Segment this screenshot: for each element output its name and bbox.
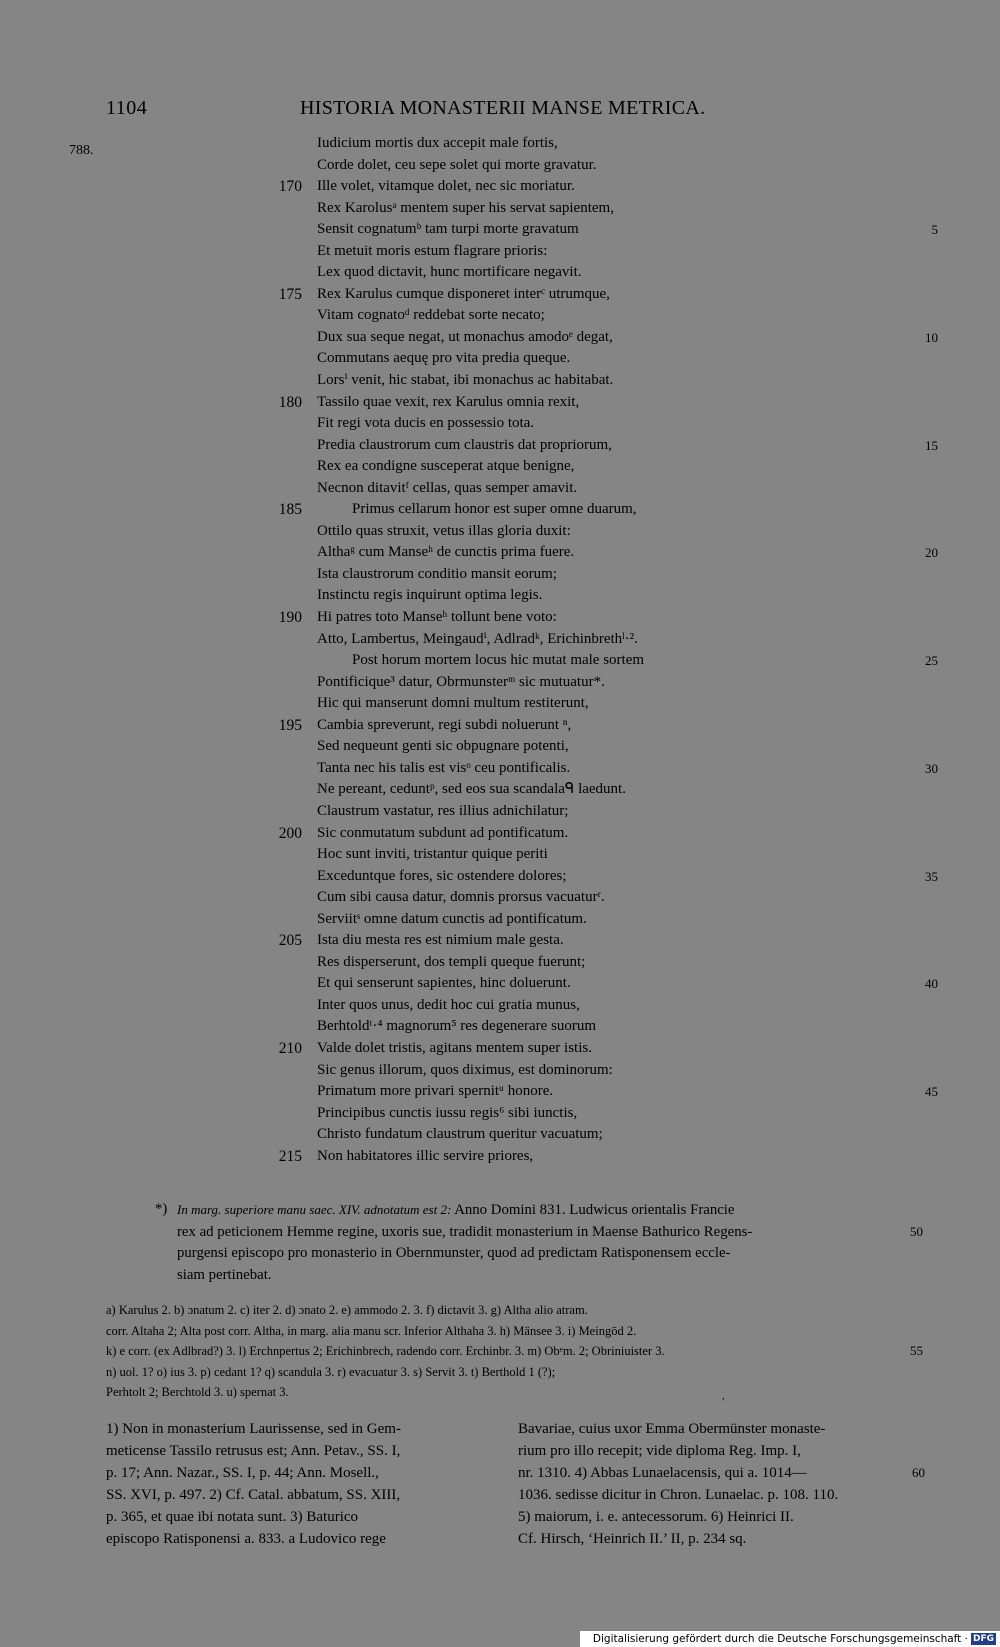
- verse-line: [0, 1146, 1000, 1168]
- digitization-credit: [580, 1631, 1000, 1647]
- margin-line-number: 50: [910, 1223, 923, 1239]
- footnote-line: rium pro illo recepit; vide diploma Reg. Imp. I,: [518, 1443, 801, 1459]
- verse-line: [0, 521, 1000, 543]
- verse-line: [0, 1060, 1000, 1082]
- footnote-line: p. 365, et quae ibi notata sunt. 3) Baturico: [106, 1509, 359, 1525]
- footnote-line: Cf. Hirsch, ‘Heinrich II.’ II, p. 234 sq.: [518, 1531, 747, 1547]
- verse-line: [0, 1081, 1000, 1103]
- verse-line: [0, 133, 1000, 155]
- verse-line: [0, 585, 1000, 607]
- verse-text: Primatum more privari spernitᵘ honore.: [317, 1083, 554, 1100]
- margin-line-number: 30: [925, 760, 938, 776]
- star-note-line: rex ad peticionem Hemme regine, uxoris sue, tradidit monasterium in Maense Bathurico Regens-: [177, 1223, 753, 1240]
- verse-line: [0, 1124, 1000, 1146]
- apparatus-line: [106, 1362, 918, 1383]
- verse-number: 210: [278, 1039, 302, 1057]
- footnote-line: 1) Non in monasterium Laurissense, sed in Gem-: [106, 1421, 401, 1437]
- verse-line: [0, 715, 1000, 737]
- verse-text: Hic qui manserunt domni multum restiterunt,: [317, 695, 589, 712]
- verse-text: Vitam cognatoᵈ reddebat sorte necato;: [317, 307, 545, 324]
- star-note-marker: *): [155, 1201, 168, 1217]
- verse-text: Sed nequeunt genti sic obpugnare potenti,: [317, 738, 569, 755]
- verse-line: [0, 1103, 1000, 1125]
- verse-line: [0, 973, 1000, 995]
- verse-text: Sic conmutatum subdunt ad pontificatum.: [317, 824, 569, 841]
- verse-text: Res disperserunt, dos templi queque fuerunt;: [317, 953, 586, 970]
- year-marker: 788.: [69, 143, 94, 158]
- verse-number: 175: [278, 285, 302, 303]
- verse-line: [0, 887, 1000, 909]
- margin-line-number: 5: [931, 222, 938, 238]
- verse-line: [0, 1038, 1000, 1060]
- verse-text: Christo fundatum claustrum queritur vacuatum;: [317, 1126, 603, 1143]
- verse-line: [0, 198, 1000, 220]
- apparatus-line: [106, 1300, 918, 1321]
- verse-text: Iudicium mortis dux accepit male fortis,: [317, 135, 558, 151]
- verse-line: [0, 348, 1000, 370]
- apparatus-text: k) e corr. (ex Adlbrad?) 3. l) Erchnpertus 2; Erichinbrech, radendo corr. Erchinbr. 3. m) Obᵉm. 2; Obriniuister 3.: [106, 1344, 665, 1358]
- verse-line: [0, 155, 1000, 177]
- verse-line: [0, 629, 1000, 651]
- verse-text: Pontificique³ datur, Obrmunsterᵐ sic mutuatur*.: [317, 673, 605, 690]
- margin-line-number: 60: [912, 1465, 925, 1480]
- apparatus-line: [106, 1321, 918, 1342]
- verse-number: 190: [278, 609, 302, 627]
- verse-line: [0, 219, 1000, 241]
- margin-line-number: 10: [925, 329, 938, 345]
- verse-text: Fit regi vota ducis en possessio tota.: [317, 415, 535, 432]
- verse-text: Et metuit moris estum flagrare prioris:: [317, 242, 548, 259]
- dfg-logo: DFG: [972, 1634, 994, 1644]
- verse-text: Corde dolet, ceu sepe solet qui morte gravatur.: [317, 156, 597, 173]
- margin-line-number: 35: [925, 868, 938, 884]
- credit-text: Digitalisierung gefördert durch die Deutsche Forschungsgemeinschaft ·: [592, 1633, 968, 1645]
- apparatus-text: n) uol. 1? o) ius 3. p) cedant 1? q) scandula 3. r) evacuatur 3. s) Servit 3. t) Berthold 1 (?);: [106, 1364, 556, 1379]
- margin-line-number: 20: [925, 545, 938, 561]
- running-title: HISTORIA MONASTERII MANSE METRICA.: [300, 97, 706, 119]
- verse-line: [0, 435, 1000, 457]
- verse-line: [0, 930, 1000, 952]
- verse-text: Predia claustrorum cum claustris dat propriorum,: [317, 436, 612, 453]
- verse-line: [0, 262, 1000, 284]
- verse-text: Commutans aequę pro vita predia queque.: [317, 350, 571, 367]
- verse-text: Tassilo quae vexit, rex Karulus omnia rexit,: [317, 393, 580, 410]
- apparatus-line: [106, 1382, 918, 1403]
- apparatus-text: Perhtolt 2; Berchtold 3. u) spernat 3.: [106, 1385, 289, 1399]
- verse-line: [0, 564, 1000, 586]
- footnote-line: Bavariae, cuius uxor Emma Obermünster monaste-: [518, 1421, 826, 1437]
- verse-text: Lorsⁱ venit, hic stabat, ibi monachus ac habitabat.: [317, 372, 614, 389]
- footnote-line: meticense Tassilo retrusus est; Ann. Petav., SS. I,: [106, 1443, 401, 1459]
- verse-line: [0, 1016, 1000, 1038]
- verse-line: [0, 392, 1000, 414]
- verse-number: 185: [278, 501, 302, 519]
- footnotes-left-column: [106, 1418, 504, 1550]
- divider-mark: ,: [722, 1391, 725, 1402]
- verse-line: [0, 542, 1000, 564]
- verse-line: [0, 672, 1000, 694]
- verse-line: [0, 693, 1000, 715]
- margin-line-number: 45: [925, 1084, 938, 1100]
- footnote-line: p. 17; Ann. Nazar., SS. I, p. 44; Ann. Mosell.,: [106, 1465, 379, 1481]
- verse-text: Necnon ditavitᶠ cellas, quas semper amavit.: [317, 479, 578, 496]
- verse-text: Dux sua seque negat, ut monachus amodoᵉ degat,: [317, 328, 613, 345]
- verse-text: Et qui senserunt sapientes, hinc doluerunt.: [317, 975, 571, 992]
- verse-line: [0, 866, 1000, 888]
- verse-line: [0, 758, 1000, 780]
- verse-text: Atto, Lambertus, Meingaudⁱ, Adlradᵏ, Erichinbrethˡ·².: [317, 630, 638, 647]
- verse-text: Rex ea condigne susceperat atque benigne,: [317, 458, 575, 475]
- verse-number: 170: [278, 178, 302, 196]
- verse-number: 195: [278, 716, 302, 734]
- star-note-body: [177, 1199, 915, 1286]
- verse-text: Non habitatores illic servire priores,: [317, 1147, 534, 1164]
- star-note-line: Anno Domini 831. Ludwicus orientalis Francie: [454, 1202, 735, 1218]
- verse-text: Ille volet, vitamque dolet, nec sic moriatur.: [317, 178, 575, 195]
- verse-text: Post horum mortem locus hic mutat male sortem: [352, 652, 645, 669]
- verse-text: Ista diu mesta res est nimium male gesta.: [317, 932, 564, 949]
- verse-line: [0, 176, 1000, 198]
- verse-line: [0, 995, 1000, 1017]
- verse-text: Cum sibi causa datur, domnis prorsus vacuaturʳ.: [317, 889, 605, 906]
- margin-line-number: 55: [910, 1343, 923, 1358]
- verse-line: [0, 607, 1000, 629]
- verse-text: Lex quod dictavit, hunc mortificare negavit.: [317, 264, 582, 281]
- verse-text: Cambia spreverunt, regi subdi noluerunt ⁿ,: [317, 716, 572, 733]
- verse-line: [0, 284, 1000, 306]
- verse-text: Valde dolet tristis, agitans mentem super istis.: [317, 1039, 592, 1056]
- verse-line: [0, 779, 1000, 801]
- margin-line-number: 25: [925, 653, 938, 669]
- verse-number: 205: [278, 932, 302, 950]
- footnote-line: SS. XVI, p. 497. 2) Cf. Catal. abbatum, SS. XIII,: [106, 1487, 401, 1503]
- verse-text: Althaᵍ cum Manseʰ de cunctis prima fuere.: [317, 544, 575, 561]
- verse-text: Primus cellarum honor est super omne duarum,: [352, 501, 637, 518]
- verse-line: [0, 305, 1000, 327]
- apparatus-text: a) Karulus 2. b) ɔnatum 2. c) iter 2. d) ɔnato 2. e) ammodo 2. 3. f) dictavit 3. g) Altha alio atram.: [106, 1303, 588, 1317]
- verse-text: Sensit cognatumᵇ tam turpi morte gravatum: [317, 221, 579, 238]
- verse-text: Serviitˢ omne datum cunctis ad pontificatum.: [317, 910, 587, 927]
- verse-line: [0, 736, 1000, 758]
- margin-line-number: 15: [925, 437, 938, 453]
- verse-text: Rex Karolusᵃ mentem super his servat sapientem,: [317, 199, 614, 216]
- verse-line: [0, 952, 1000, 974]
- footnote-line: episcopo Ratisponensi a. 833. a Ludovico rege: [106, 1531, 386, 1547]
- verse-line: [0, 844, 1000, 866]
- verse-line: [0, 909, 1000, 931]
- verse-text: Instinctu regis inquirunt optima legis.: [317, 587, 543, 604]
- verse-text: Rex Karulus cumque disponeret interᶜ utrumque,: [317, 285, 610, 302]
- star-note: [155, 1199, 923, 1286]
- verse-block: [0, 133, 1000, 1167]
- verse-text: Inter quos unus, dedit hoc cui gratia munus,: [317, 996, 580, 1013]
- verse-line: [0, 650, 1000, 672]
- page-header: [0, 97, 1000, 127]
- verse-line: [0, 499, 1000, 521]
- verse-text: Sic genus illorum, quos diximus, est dominorum:: [317, 1061, 613, 1078]
- verse-text: Exceduntque fores, sic ostendere dolores;: [317, 867, 567, 884]
- verse-text: Tanta nec his talis est visᵒ ceu pontificalis.: [317, 759, 571, 776]
- verse-line: [0, 370, 1000, 392]
- star-note-line: purgensi episcopo pro monasterio in Obernmunster, quod ad predictam Ratisponensem eccle-: [177, 1245, 731, 1261]
- verse-line: [0, 801, 1000, 823]
- apparatus-line: [106, 1341, 923, 1362]
- verse-line: [0, 327, 1000, 349]
- verse-text: Principibus cunctis iussu regis⁶ sibi iunctis,: [317, 1104, 578, 1121]
- star-note-line: siam pertinebat.: [177, 1266, 272, 1283]
- verse-text: Berhtoldᵗ·⁴ magnorum⁵ res degenerare suorum: [317, 1018, 597, 1035]
- verse-text: Hi patres toto Manseʰ tollunt bene voto:: [317, 609, 557, 626]
- verse-text: Claustrum vastatur, res illius adnichilatur;: [317, 802, 569, 819]
- verse-number: 180: [278, 393, 302, 411]
- page-number: 1104: [106, 97, 148, 119]
- apparatus-text: corr. Altaha 2; Alta post corr. Altha, in marg. alia manu scr. Inferior Althaha 3. h) Mänsee 3. i) Meingōd 2.: [106, 1323, 637, 1338]
- footnotes-right-column: [518, 1418, 918, 1550]
- verse-line: [0, 456, 1000, 478]
- verse-line: [0, 478, 1000, 500]
- verse-number: 215: [278, 1147, 302, 1165]
- star-note-italic: In marg. superiore manu saec. XIV. adnotatum est 2:: [177, 1202, 452, 1217]
- footnote-line: nr. 1310. 4) Abbas Lunaelacensis, qui a. 1014—: [518, 1465, 807, 1481]
- verse-text: Ne pereant, ceduntᵖ, sed eos sua scandalaᑫ laedunt.: [317, 781, 626, 798]
- verse-text: Hoc sunt inviti, tristantur quique periti: [317, 846, 548, 863]
- verse-text: Ista claustrorum conditio mansit eorum;: [317, 565, 557, 582]
- critical-apparatus: [106, 1300, 923, 1403]
- verse-line: [0, 823, 1000, 845]
- footnote-line: 5) maiorum, i. e. antecessorum. 6) Heinrici II.: [518, 1509, 794, 1525]
- verse-line: [0, 241, 1000, 263]
- verse-line: [0, 413, 1000, 435]
- margin-line-number: 40: [925, 976, 938, 992]
- verse-text: Ottilo quas struxit, vetus illas gloria duxit:: [317, 522, 571, 539]
- footnote-line: 1036. sedisse dicitur in Chron. Lunaelac. p. 108. 110.: [518, 1487, 839, 1503]
- verse-number: 200: [278, 824, 302, 842]
